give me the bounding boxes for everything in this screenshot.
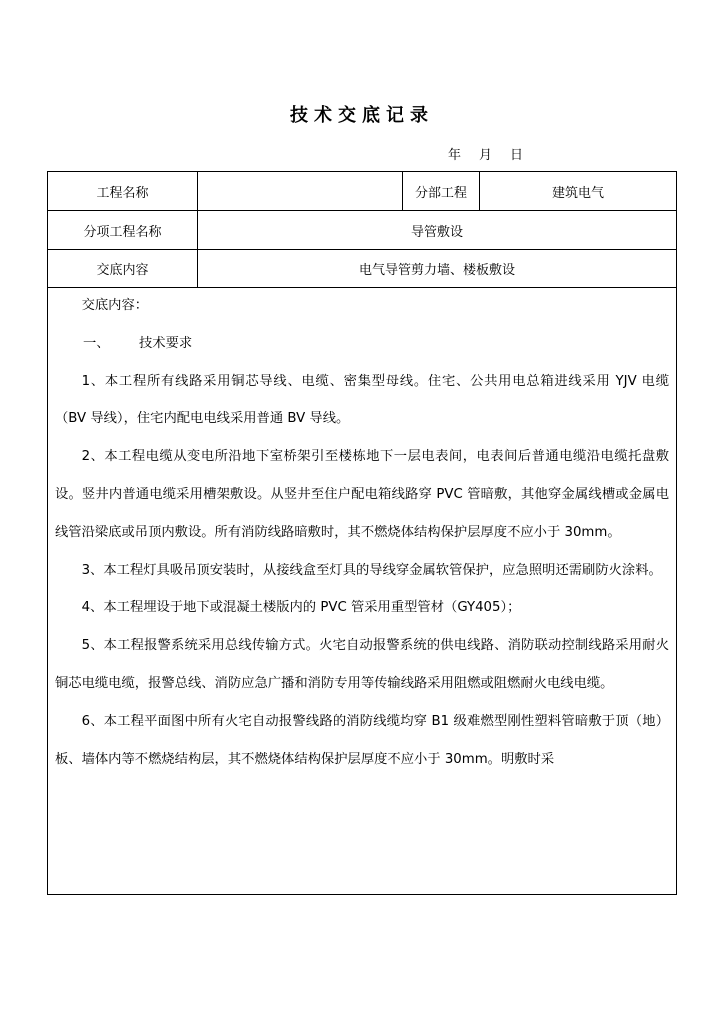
date-day: 日: [510, 148, 526, 163]
page-title: 技术交底记录: [290, 105, 434, 126]
briefing-value: 电气导管剪力墙、楼板敷设: [358, 263, 515, 278]
project-name-value: [198, 172, 402, 210]
date-year: 年: [448, 148, 464, 163]
date-line: [448, 144, 541, 163]
paragraph-4: 4、本工程埋设于地下或混凝土楼版内的 PVC 管采用重型管材（GY405）；: [81, 600, 521, 616]
section-number: 一、: [83, 335, 110, 351]
briefing-content: [48, 287, 676, 778]
paragraph-3: 3、本工程灯具吸吊顶安装时，从接线盒至灯具的导线穿金属软管保护，应急照明还需刷防火涂料。: [81, 562, 662, 578]
section-title: 技术要求: [139, 335, 193, 351]
subitem-label: 分项工程名称: [83, 224, 162, 240]
section-heading: [55, 325, 669, 363]
paragraph-5: 5、本工程报警系统采用总线传输方式。火宅自动报警系统的供电线路、消防联动控制线路采用耐火铜芯电缆电缆，报警总线、消防应急广播和消防专用等传输线路采用阻燃或阻燃耐火电线电缆。: [55, 638, 669, 691]
division-label: 分部工程: [414, 185, 467, 201]
division-value: 建筑电气: [551, 185, 604, 201]
content-heading: 交底内容：: [81, 298, 149, 313]
subitem-value: 导管敷设: [410, 224, 463, 240]
paragraph-6: 6、本工程平面图中所有火宅自动报警线路的消防线缆均穿 B1 级难燃型刚性塑料管暗敷于顶（地）板、墙体内等不燃烧结构层，其不燃烧体结构保护层厚度不应小于 30mm。明敷时采: [55, 713, 669, 767]
record-table: [47, 171, 677, 895]
paragraph-1: 1、本工程所有线路采用铜芯导线、电缆、密集型母线。住宅、公共用电总箱进线采用 YJV 电缆（BV 导线），住宅内配电电线采用普通 BV 导线。: [55, 373, 669, 427]
project-name-label: 工程名称: [96, 185, 149, 201]
briefing-label: 交底内容: [96, 263, 149, 278]
paragraph-2: 2、本工程电缆从变电所沿地下室桥架引至楼栋地下一层电表间，电表间后普通电缆沿电缆托盘敷设。竖井内普通电缆采用槽架敷设。从竖井至住户配电箱线路穿 PVC 管暗敷，其他穿金属线槽或金属电线管沿梁底或吊顶内敷设。所有消防线路暗敷时，其不燃烧体结构保护层厚度不应小于 30mm。: [55, 449, 669, 540]
date-month: 月: [479, 148, 495, 163]
